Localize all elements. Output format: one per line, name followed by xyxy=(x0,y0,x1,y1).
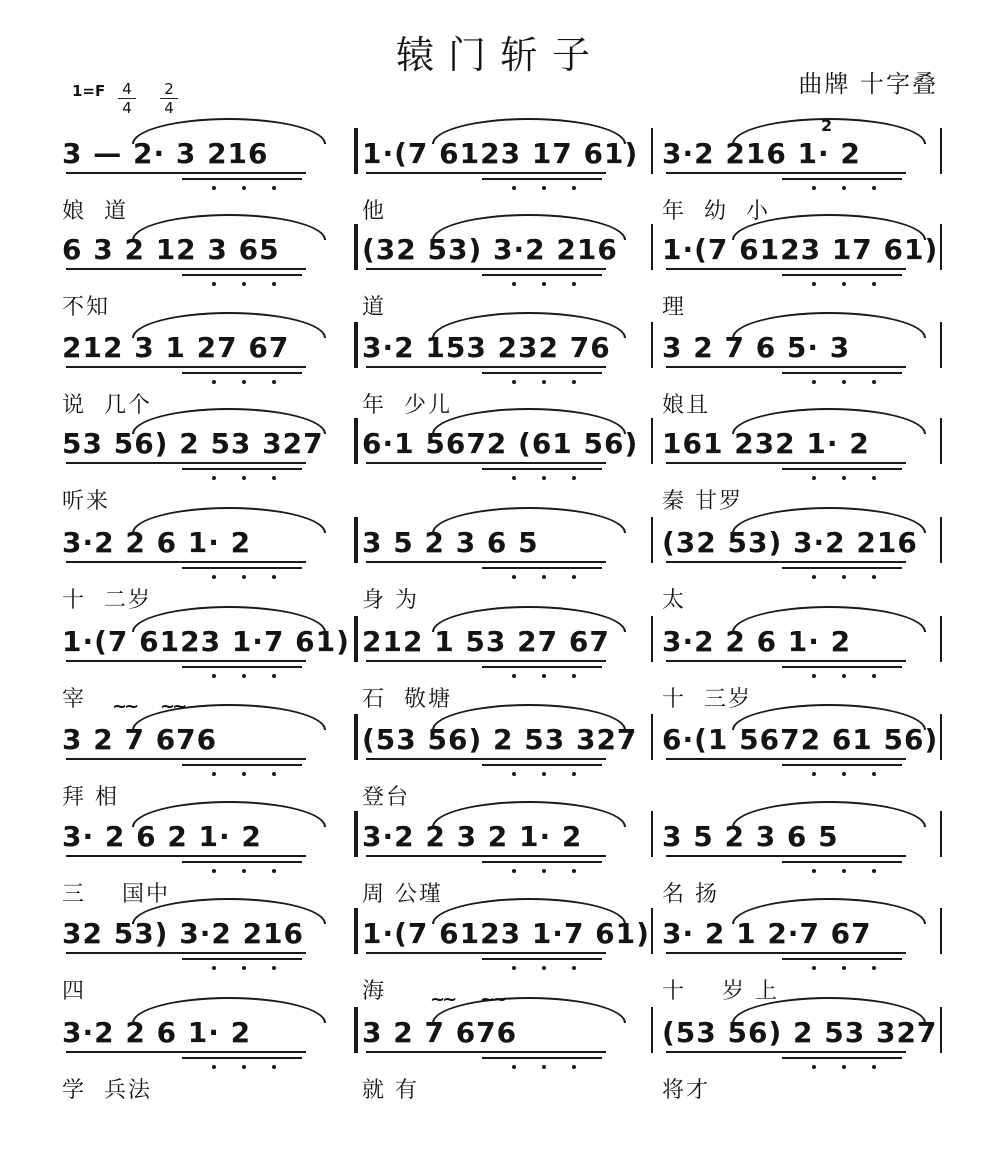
notation-measure: 3·2 2 6 1· 2 xyxy=(62,1016,252,1049)
octave-dot xyxy=(872,674,876,678)
octave-dot xyxy=(512,1065,516,1069)
lyric-text: 不知 xyxy=(62,295,111,320)
octave-dot xyxy=(572,380,576,384)
bar-line xyxy=(651,908,653,954)
notation-measure: 3· 2 1 2·7 67 xyxy=(662,917,872,950)
octave-dot xyxy=(872,282,876,286)
octave-dot xyxy=(212,282,216,286)
octave-dot xyxy=(812,966,816,970)
meter-2-4 xyxy=(160,80,178,117)
octave-dot xyxy=(812,186,816,190)
trill-ornament: ~~ xyxy=(112,696,137,717)
bar-line xyxy=(940,418,942,464)
score-line xyxy=(0,718,1000,808)
notation-measure: 3 2 7 676 xyxy=(62,723,218,756)
double-beam xyxy=(782,855,902,863)
notation-measure: (32 53) 3·2 216 xyxy=(362,233,618,266)
double-beam xyxy=(182,172,302,180)
lyric-text: 就 有 xyxy=(362,1078,419,1103)
double-beam xyxy=(782,462,902,470)
octave-dot xyxy=(842,476,846,480)
octave-dot xyxy=(872,575,876,579)
octave-dot xyxy=(242,869,246,873)
notation-measure: 3·2 153 232 76 xyxy=(362,331,611,364)
notation-measure: 3·2 216 1· 2 xyxy=(662,137,861,170)
meter-numerator: 4 xyxy=(122,80,132,98)
octave-dot xyxy=(212,476,216,480)
octave-dot xyxy=(512,282,516,286)
lyric-text: 学 兵法 xyxy=(62,1078,152,1103)
octave-dot xyxy=(872,869,876,873)
notation-measure: 3·2 2 3 2 1· 2 xyxy=(362,820,583,853)
octave-dot xyxy=(872,1065,876,1069)
octave-dot xyxy=(512,476,516,480)
octave-dot xyxy=(542,380,546,384)
bar-line xyxy=(940,1007,942,1053)
octave-dot xyxy=(542,476,546,480)
octave-dot xyxy=(542,674,546,678)
double-beam xyxy=(482,462,602,470)
score-line xyxy=(0,326,1000,416)
notation-measure: 3·2 2 6 1· 2 xyxy=(662,625,852,658)
bar-line xyxy=(651,616,653,662)
octave-dot xyxy=(212,772,216,776)
octave-dot xyxy=(272,575,276,579)
double-beam xyxy=(182,462,302,470)
lyric-text: 三 国中 xyxy=(62,882,170,907)
meter-denominator: 4 xyxy=(160,98,178,117)
lyric-text: 登台 xyxy=(362,785,411,810)
octave-dot xyxy=(572,476,576,480)
double-beam xyxy=(482,1051,602,1059)
octave-dot xyxy=(212,966,216,970)
octave-dot xyxy=(272,674,276,678)
octave-dot xyxy=(812,380,816,384)
double-beam xyxy=(182,758,302,766)
octave-dot xyxy=(842,772,846,776)
bar-line xyxy=(356,517,358,563)
lyric-text: 年 少儿 xyxy=(362,393,452,418)
double-beam xyxy=(182,268,302,276)
octave-dot xyxy=(242,1065,246,1069)
lyric-text: 秦 甘罗 xyxy=(662,489,743,514)
double-beam xyxy=(482,561,602,569)
bar-line xyxy=(651,811,653,857)
bar-line xyxy=(940,322,942,368)
octave-dot xyxy=(272,380,276,384)
lyric-text: 十 岁 上 xyxy=(662,979,779,1004)
octave-dot xyxy=(842,869,846,873)
double-beam xyxy=(182,366,302,374)
octave-dot xyxy=(842,575,846,579)
octave-dot xyxy=(812,476,816,480)
octave-dot xyxy=(542,869,546,873)
lyric-text: 将才 xyxy=(662,1078,711,1103)
octave-dot xyxy=(842,282,846,286)
notation-measure: (32 53) 3·2 216 xyxy=(662,526,918,559)
octave-dot xyxy=(212,674,216,678)
octave-dot xyxy=(872,380,876,384)
notation-measure: 1·(7 6123 1·7 61) xyxy=(62,625,350,658)
lyric-text: 十 三岁 xyxy=(662,687,752,712)
grace-note: 2 xyxy=(821,116,833,135)
lyric-text: 宰 xyxy=(62,687,87,712)
lyric-text: 他 xyxy=(362,199,387,224)
octave-dot xyxy=(512,186,516,190)
lyric-text: 海 xyxy=(362,979,387,1004)
bar-line xyxy=(356,224,358,270)
notation-measure: 6·(1 5672 61 56) xyxy=(662,723,939,756)
bar-line xyxy=(356,128,358,174)
octave-dot xyxy=(512,966,516,970)
octave-dot xyxy=(512,380,516,384)
octave-dot xyxy=(212,869,216,873)
notation-measure: 3 — 2· 3 216 xyxy=(62,137,269,170)
double-beam xyxy=(482,268,602,276)
trill-ornament: ~~ xyxy=(480,989,505,1010)
octave-dot xyxy=(542,966,546,970)
bar-line xyxy=(356,616,358,662)
octave-dot xyxy=(212,575,216,579)
meter-denominator: 4 xyxy=(118,98,136,117)
octave-dot xyxy=(242,186,246,190)
octave-dot xyxy=(212,1065,216,1069)
lyric-text: 周 公瑾 xyxy=(362,882,443,907)
notation-measure: 3·2 2 6 1· 2 xyxy=(62,526,252,559)
notation-measure: 3 2 7 6 5· 3 xyxy=(662,331,851,364)
octave-dot xyxy=(572,282,576,286)
key-signature: 1=F xyxy=(72,82,106,100)
octave-dot xyxy=(242,476,246,480)
notation-measure: 212 3 1 27 67 xyxy=(62,331,290,364)
bar-line xyxy=(356,1007,358,1053)
lyric-text: 娘且 xyxy=(662,393,711,418)
notation-measure: 1·(7 6123 1·7 61) xyxy=(362,917,650,950)
octave-dot xyxy=(512,674,516,678)
octave-dot xyxy=(242,674,246,678)
notation-measure: 3· 2 6 2 1· 2 xyxy=(62,820,262,853)
octave-dot xyxy=(572,869,576,873)
bar-line xyxy=(940,128,942,174)
notation-measure: 3 5 2 3 6 5 xyxy=(662,820,839,853)
double-beam xyxy=(782,366,902,374)
octave-dot xyxy=(242,575,246,579)
octave-dot xyxy=(812,282,816,286)
octave-dot xyxy=(842,380,846,384)
score-line xyxy=(0,521,1000,611)
octave-dot xyxy=(212,380,216,384)
octave-dot xyxy=(242,380,246,384)
octave-dot xyxy=(272,282,276,286)
bar-line xyxy=(651,224,653,270)
bar-line xyxy=(651,517,653,563)
bar-line xyxy=(651,322,653,368)
bar-line xyxy=(940,908,942,954)
lyric-text: 听来 xyxy=(62,489,111,514)
notation-measure: 3 5 2 3 6 5 xyxy=(362,526,539,559)
octave-dot xyxy=(512,869,516,873)
double-beam xyxy=(182,1051,302,1059)
notation-measure: 6 3 2 12 3 65 xyxy=(62,233,280,266)
notation-measure: 6·1 5672 (61 56) xyxy=(362,427,639,460)
bar-line xyxy=(940,517,942,563)
octave-dot xyxy=(542,772,546,776)
qupai-label: 曲牌 十字叠 xyxy=(798,70,938,98)
bar-line xyxy=(940,714,942,760)
double-beam xyxy=(482,758,602,766)
lyric-text: 石 敬塘 xyxy=(362,687,452,712)
score-line xyxy=(0,1011,1000,1101)
octave-dot xyxy=(812,869,816,873)
notation-measure: 161 232 1· 2 xyxy=(662,427,870,460)
bar-line xyxy=(356,322,358,368)
bar-line xyxy=(651,418,653,464)
trill-ornament: ~~ xyxy=(160,696,185,717)
notation-measure: (53 56) 2 53 327 xyxy=(662,1016,938,1049)
bar-line xyxy=(356,908,358,954)
lyric-text: 说 几个 xyxy=(62,393,152,418)
octave-dot xyxy=(542,1065,546,1069)
bar-line xyxy=(356,418,358,464)
octave-dot xyxy=(812,674,816,678)
octave-dot xyxy=(272,869,276,873)
double-beam xyxy=(782,660,902,668)
notation-measure: 212 1 53 27 67 xyxy=(362,625,610,658)
octave-dot xyxy=(872,772,876,776)
octave-dot xyxy=(812,772,816,776)
meter-numerator: 2 xyxy=(164,80,174,98)
octave-dot xyxy=(572,186,576,190)
trill-ornament: ~~ xyxy=(430,989,455,1010)
lyric-text: 拜 相 xyxy=(62,785,119,810)
double-beam xyxy=(182,660,302,668)
double-beam xyxy=(782,268,902,276)
octave-dot xyxy=(812,1065,816,1069)
octave-dot xyxy=(272,186,276,190)
lyric-text: 十 二岁 xyxy=(62,588,152,613)
octave-dot xyxy=(572,575,576,579)
octave-dot xyxy=(572,674,576,678)
double-beam xyxy=(482,952,602,960)
octave-dot xyxy=(842,1065,846,1069)
octave-dot xyxy=(242,282,246,286)
double-beam xyxy=(482,366,602,374)
double-beam xyxy=(782,1051,902,1059)
bar-line xyxy=(940,224,942,270)
bar-line xyxy=(651,1007,653,1053)
octave-dot xyxy=(512,772,516,776)
double-beam xyxy=(482,855,602,863)
double-beam xyxy=(182,855,302,863)
octave-dot xyxy=(572,1065,576,1069)
double-beam xyxy=(482,172,602,180)
bar-line xyxy=(651,128,653,174)
score-line xyxy=(0,132,1000,222)
octave-dot xyxy=(512,575,516,579)
song-title: 辕门斩子 xyxy=(395,33,604,77)
octave-dot xyxy=(242,966,246,970)
octave-dot xyxy=(212,186,216,190)
lyric-text: 道 xyxy=(362,295,387,320)
notation-measure: 32 53) 3·2 216 xyxy=(62,917,305,950)
octave-dot xyxy=(572,772,576,776)
double-beam xyxy=(182,561,302,569)
octave-dot xyxy=(572,966,576,970)
octave-dot xyxy=(542,282,546,286)
slur-arc xyxy=(432,118,626,144)
lyric-text: 四 xyxy=(62,979,87,1004)
octave-dot xyxy=(272,1065,276,1069)
double-beam xyxy=(782,172,902,180)
bar-line xyxy=(940,811,942,857)
octave-dot xyxy=(872,186,876,190)
octave-dot xyxy=(842,966,846,970)
octave-dot xyxy=(842,186,846,190)
meter-4-4 xyxy=(118,80,136,117)
score-line xyxy=(0,228,1000,318)
double-beam xyxy=(782,561,902,569)
octave-dot xyxy=(272,772,276,776)
notation-measure: 53 56) 2 53 327 xyxy=(62,427,324,460)
octave-dot xyxy=(872,966,876,970)
notation-measure: (53 56) 2 53 327 xyxy=(362,723,638,756)
octave-dot xyxy=(872,476,876,480)
bar-line xyxy=(651,714,653,760)
bar-line xyxy=(356,714,358,760)
lyric-text: 名 扬 xyxy=(662,882,719,907)
score-line xyxy=(0,620,1000,710)
score-line xyxy=(0,815,1000,905)
octave-dot xyxy=(272,476,276,480)
octave-dot xyxy=(542,186,546,190)
lyric-text: 身 为 xyxy=(362,588,419,613)
notation-measure: 1·(7 6123 17 61) xyxy=(662,233,939,266)
octave-dot xyxy=(272,966,276,970)
lyric-text: 太 xyxy=(662,588,687,613)
lyric-text: 娘 道 xyxy=(62,199,128,224)
octave-dot xyxy=(242,772,246,776)
double-beam xyxy=(782,952,902,960)
octave-dot xyxy=(812,575,816,579)
bar-line xyxy=(356,811,358,857)
slur-arc xyxy=(132,118,326,144)
double-beam xyxy=(182,952,302,960)
double-beam xyxy=(782,758,902,766)
lyric-text: 理 xyxy=(662,295,687,320)
notation-measure: 3 2 7 676 xyxy=(362,1016,518,1049)
octave-dot xyxy=(542,575,546,579)
octave-dot xyxy=(842,674,846,678)
double-beam xyxy=(482,660,602,668)
notation-measure: 1·(7 6123 17 61) xyxy=(362,137,639,170)
score-line xyxy=(0,422,1000,512)
bar-line xyxy=(940,616,942,662)
lyric-text: 年 幼 小 xyxy=(662,199,770,224)
